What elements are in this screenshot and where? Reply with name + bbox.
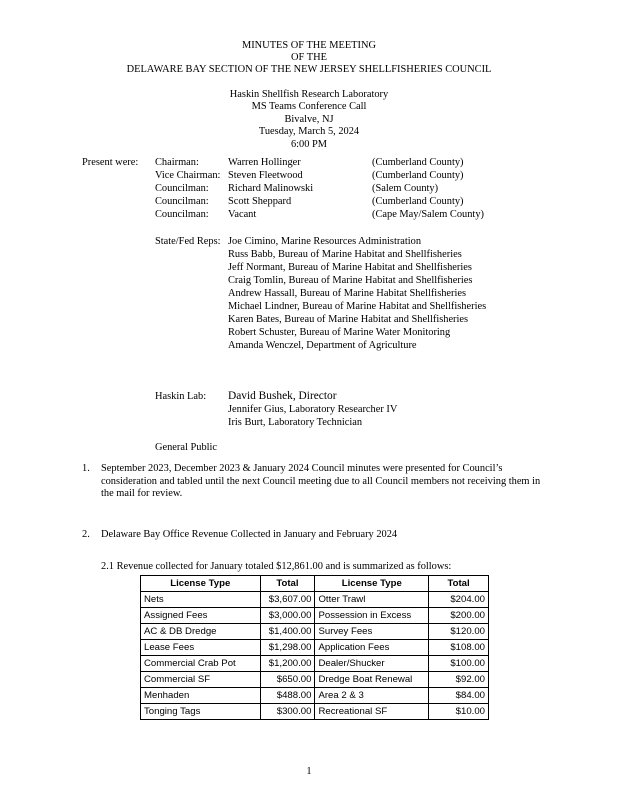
member-name: Warren Hollinger <box>228 157 301 168</box>
state-fed-rep: Russ Babb, Bureau of Marine Habitat and Shellfisheries <box>228 249 462 260</box>
present-label: Present were: <box>82 157 139 168</box>
member-role: Vice Chairman: <box>155 170 221 181</box>
member-county: (Cumberland County) <box>372 170 464 181</box>
meeting-date: Tuesday, March 5, 2024 <box>258 126 360 137</box>
state-fed-rep: Joe Cimino, Marine Resources Administration <box>228 236 422 247</box>
state-fed-rep: Jeff Normant, Bureau of Marine Habitat and Shellfisheries <box>228 262 472 273</box>
license-type-cell: Tonging Tags <box>141 704 261 720</box>
item-number: 2. <box>82 529 90 540</box>
general-public: General Public <box>155 442 218 453</box>
total-cell: $120.00 <box>429 624 489 640</box>
member-name: Steven Fleetwood <box>228 170 303 181</box>
license-type-cell: Survey Fees <box>315 624 429 640</box>
haskin-staff: David Bushek, Director <box>228 390 337 402</box>
license-type-cell: Menhaden <box>141 688 261 704</box>
license-type-cell: Application Fees <box>315 640 429 656</box>
column-header: Total <box>429 576 489 592</box>
haskin-staff: Jennifer Gius, Laboratory Researcher IV <box>228 404 398 415</box>
state-fed-label: State/Fed Reps: <box>155 236 221 247</box>
license-type-cell: Commercial SF <box>141 672 261 688</box>
haskin-label: Haskin Lab: <box>155 391 207 402</box>
state-fed-rep: Michael Lindner, Bureau of Marine Habitat and Shellfisheries <box>228 301 487 312</box>
member-name: Scott Sheppard <box>228 196 292 207</box>
license-type-cell: Assigned Fees <box>141 608 261 624</box>
meeting-location: Haskin Shellfish Research Laboratory <box>229 89 389 100</box>
haskin-staff: Iris Burt, Laboratory Technician <box>228 417 363 428</box>
license-type-cell: Dredge Boat Renewal <box>315 672 429 688</box>
table-row <box>141 688 489 704</box>
total-cell: $92.00 <box>429 672 489 688</box>
member-name: Vacant <box>228 209 257 220</box>
license-type-cell: Recreational SF <box>315 704 429 720</box>
table-row <box>141 608 489 624</box>
meeting-time: 6:00 PM <box>290 139 328 150</box>
table-row <box>141 672 489 688</box>
member-county: (Salem County) <box>372 183 439 194</box>
total-cell: $3,607.00 <box>260 592 315 608</box>
state-fed-rep: Amanda Wenczel, Department of Agriculture <box>228 340 417 351</box>
column-header: License Type <box>141 576 261 592</box>
table-row <box>141 656 489 672</box>
revenue-table <box>140 575 489 720</box>
state-fed-rep: Andrew Hassall, Bureau of Marine Habitat Shellfisheries <box>228 288 467 299</box>
doc-title-line-1: MINUTES OF THE MEETING <box>241 40 376 51</box>
table-row <box>141 704 489 720</box>
total-cell: $1,400.00 <box>260 624 315 640</box>
table-row <box>141 592 489 608</box>
table-row <box>141 624 489 640</box>
state-fed-rep: Craig Tomlin, Bureau of Marine Habitat and Shellfisheries <box>228 275 473 286</box>
meeting-call: MS Teams Conference Call <box>251 101 367 112</box>
license-type-cell: Possession in Excess <box>315 608 429 624</box>
member-role: Councilman: <box>155 209 209 220</box>
total-cell: $204.00 <box>429 592 489 608</box>
total-cell: $300.00 <box>260 704 315 720</box>
total-cell: $1,200.00 <box>260 656 315 672</box>
license-type-cell: Area 2 & 3 <box>315 688 429 704</box>
license-type-cell: Dealer/Shucker <box>315 656 429 672</box>
member-county: (Cumberland County) <box>372 196 464 207</box>
total-cell: $1,298.00 <box>260 640 315 656</box>
license-type-cell: Nets <box>141 592 261 608</box>
license-type-cell: AC & DB Dredge <box>141 624 261 640</box>
total-cell: $3,000.00 <box>260 608 315 624</box>
member-county: (Cape May/Salem County) <box>372 209 484 220</box>
total-cell: $200.00 <box>429 608 489 624</box>
column-header: License Type <box>315 576 429 592</box>
item-text: Delaware Bay Office Revenue Collected in January and February 2024 <box>101 529 398 540</box>
license-type-cell: Otter Trawl <box>315 592 429 608</box>
member-role: Councilman: <box>155 196 209 207</box>
total-cell: $108.00 <box>429 640 489 656</box>
doc-title-line-3: DELAWARE BAY SECTION OF THE NEW JERSEY SHELLFISHERIES COUNCIL <box>126 64 492 75</box>
member-role: Chairman: <box>155 157 199 168</box>
member-county: (Cumberland County) <box>372 157 464 168</box>
sub-item-text: 2.1 Revenue collected for January totaled $12,861.00 and is summarized as follows: <box>101 561 452 572</box>
state-fed-rep: Robert Schuster, Bureau of Marine Water Monitoring <box>228 327 451 338</box>
total-cell: $84.00 <box>429 688 489 704</box>
total-cell: $10.00 <box>429 704 489 720</box>
table-header-row <box>141 576 489 592</box>
page-number: 1 <box>306 766 312 777</box>
item-number: 1. <box>82 463 90 474</box>
meeting-town: Bivalve, NJ <box>284 114 334 125</box>
total-cell: $488.00 <box>260 688 315 704</box>
total-cell: $100.00 <box>429 656 489 672</box>
license-type-cell: Commercial Crab Pot <box>141 656 261 672</box>
total-cell: $650.00 <box>260 672 315 688</box>
member-role: Councilman: <box>155 183 209 194</box>
doc-title-line-2: OF THE <box>291 52 327 63</box>
member-name: Richard Malinowski <box>228 183 314 194</box>
license-type-cell: Lease Fees <box>141 640 261 656</box>
state-fed-rep: Karen Bates, Bureau of Marine Habitat and Shellfisheries <box>228 314 469 325</box>
table-row <box>141 640 489 656</box>
item-text: September 2023, December 2023 & January 2024 Council minutes were presented for Council’s consideration and tabled until the next Council meeting due to all Council members not receiving them in the mail for review. <box>101 463 541 499</box>
column-header: Total <box>260 576 315 592</box>
